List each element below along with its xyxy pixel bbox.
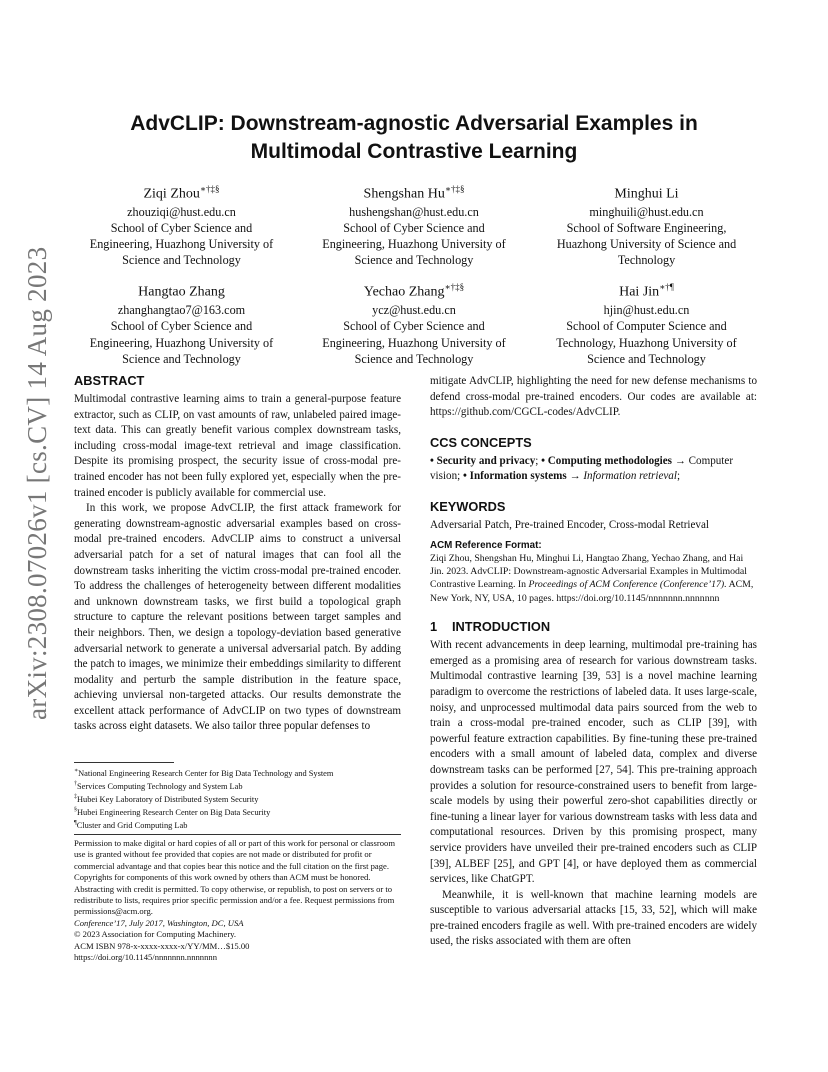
author-card [74,180,289,268]
isbn-line: ACM ISBN 978-x-xxxx-xxxx-x/YY/MM…$15.00 [74,940,250,951]
author-card [307,278,522,366]
author-affiliation: School of Cyber Science and [343,319,485,334]
footnote-rule [74,762,174,763]
ccs-separator: ; [535,454,542,467]
acm-reference [430,539,757,606]
footnote-mark: § [74,807,77,813]
copyright-line: © 2023 Association for Computing Machinery. [74,929,237,940]
acm-reference-heading: ACM Reference Format: [430,539,542,551]
ccs-subterm: Information retrieval [583,470,677,483]
author-name: Minghui Li [614,186,679,202]
footnote-mark: ‡ [74,794,77,800]
author-card [539,180,754,268]
footnote-text: Cluster and Grid Computing Lab [76,820,188,830]
introduction-heading [430,618,757,636]
conference-info: Conference’17, July 2017, Washington, DC, USA [74,917,244,928]
abstract-paragraph-2-continued: mitigate AdvCLIP, highlighting the need for new defense mechanisms to defend cross-modal pre-trained encoders. Our codes are available at: https://github.com/CGCL-codes/AdvCLIP. [430,375,757,419]
footnote-mark: ¶ [74,820,77,826]
author-email: zhanghangtao7@163.com [117,303,246,318]
author-affiliation: School of Software Engineering, [566,220,727,235]
introduction-paragraph-1: With recent advancements in deep learning, multimodal pre-training has emerged as a promising area of research for various downstream tasks. Multimodal contrastive learning [39, 53] is a novel machine learning paradigm to overcome the restrictions of labeled data. It uses large-scale, noisy, and unprocessed multimodal data pairs sourced from the web to train a cross-modal pre-trained encoder, such as CLIP [39], with powerful feature extraction capabilities. By fine-tuning these pre-trained encoders with a small amount of labeled data, complex and diverse downstream tasks can be performed [27, 54]. This pre-training approach provides a solution for resource-constrained users to benefit from large-scale models by using their powerful zero-shot capabilities directly or fine-tuning a linear layer for various downstream tasks with less data and computational resources. Driven by this promising prospect, many service providers have unveiled their pre-trained encoders such as CLIP [39], ALBEF [25], and GPT [4], or have deployed them as commercial services, like ChatGPT. [430,639,757,886]
author-affiliation: Science and Technology [122,351,241,366]
author-affiliation: Technology, Huazhong University of [556,335,737,350]
author-affiliation-marks: ∗†¶ [659,282,674,293]
acm-reference-body: Ziqi Zhou, Shengshan Hu, Minghui Li, Hangtao Zhang, Yechao Zhang, and Hai Jin. 2023. AdvCLIP: Downstream-agnostic Adversarial Examples in Multimodal Contrastive Learning. In Proceedings of ACM Conference (Conference’17). ACM, New York, NY, USA, 10 pages. https://doi.org/10.1145/nnnnnnn.nnnnnnn [430,552,754,604]
ccs-term: • Security and privacy [430,454,536,467]
ccs-separator: ; [676,470,681,483]
left-column [74,372,401,735]
author-email: zhouziqi@hust.edu.cn [127,204,236,219]
author-affiliation-marks: ∗†‡§ [199,184,220,194]
author-affiliation: Engineering, Huazhong University of [322,237,506,252]
footnote-text: Hubei Engineering Research Center on Big Data Security [77,807,271,817]
abstract-paragraph-2: In this work, we propose AdvCLIP, the first attack framework for generating downstream-agnostic adversarial examples based on cross-modal pre-trained encoders. AdvCLIP aims to construct a universal adversarial patch for a set of natural images that can fool all the downstream tasks inheriting the victim cross-modal pre-trained encoder. To address the challenges of heterogeneity between different modalities and unknown downstream tasks, we first build a topological graph structure to capture the relevant positions between target samples and their neighbors. Then, we design a topology-deviation based generative adversarial network to generate a universal adversarial patch. By adding the patch to images, we minimize their embeddings similarity to different modality and perturb the sample distribution in the feature space, achieving unviersal non-targeted attacks. Our results demonstrate the excellent attack performance of AdvCLIP on two types of downstream tasks across eight datasets. We also tailor three popular defenses to [74,502,401,733]
permission-rule [74,834,401,835]
footnote [74,779,401,792]
right-column [430,374,757,950]
author-affiliation: Science and Technology [354,351,474,366]
author-name: Hai Jin [619,285,660,301]
author-card [539,278,754,366]
author-block [74,180,754,367]
author-card [307,180,522,268]
author-name: Shengshan Hu [363,186,445,202]
ccs-concepts [430,454,757,485]
keywords-text: Adversarial Patch, Pre-trained Encoder, Cross-modal Retrieval [430,518,709,531]
author-name: Hangtao Zhang [138,285,225,301]
paper-title [74,110,754,166]
footnote [74,766,401,779]
author-affiliation: Science and Technology [587,351,706,366]
introduction-paragraph-2: Meanwhile, it is well-known that machine learning models are susceptible to various adversarial attacks [15, 33, 52], which will make pre-trained encoders fragile as well. With pre-trained encoders are widely used, the risks associated with them are often [430,888,757,948]
footnote [74,818,401,831]
author-affiliation: Technology [617,253,676,268]
footnote-text: National Engineering Research Center for Big Data Technology and System [78,768,334,778]
author-email: hushengshan@hust.edu.cn [349,204,479,219]
author-email: minghuili@hust.edu.cn [589,204,704,219]
author-affiliation: School of Cyber Science and [343,220,485,235]
abstract-paragraph-1: Multimodal contrastive learning aims to train a general-purpose feature extractor, such as CLIP, on vast amounts of raw, unlabeled paired image-text data. This can greatly benefit various complex downstream tasks, including cross-modal image-text retrieval and image classification. Despite its promising prospect, the security issue of cross-modal pre-trained encoder has not been fully explored yet, especially when the pre-trained encoder is publicly available for commercial use. [74,393,401,499]
ccs-subterm: → Computer vision; [430,454,734,483]
footnote [74,805,401,818]
title-line-1: AdvCLIP: Downstream-agnostic Adversarial Examples in [130,112,698,135]
author-name: Yechao Zhang [363,285,445,301]
author-email: hjin@hust.edu.cn [603,303,690,318]
author-email: ycz@hust.edu.cn [372,303,456,318]
title-line-2: Multimodal Contrastive Learning [250,140,578,163]
author-affiliation: Huazhong University of Science and [556,237,737,252]
ccs-separator: → [566,470,584,483]
author-row-2 [74,278,754,366]
footnote-mark: ∗ [74,768,79,774]
author-name: Ziqi Zhou [143,186,200,202]
author-affiliation: School of Cyber Science and [110,319,253,334]
footnote-mark: † [74,781,77,787]
author-affiliation: Engineering, Huazhong University of [89,237,274,252]
author-affiliation-marks: ∗†‡§ [444,282,465,293]
footnote-text: Services Computing Technology and System Lab [77,781,243,791]
ccs-term: • Computing methodologies [541,454,672,467]
permission-block [74,834,401,963]
section-number: 1 [430,619,438,635]
abstract-heading: ABSTRACT [74,373,145,388]
doi-line: https://doi.org/10.1145/nnnnnnn.nnnnnnn [74,952,217,963]
section-title: INTRODUCTION [452,619,551,635]
author-affiliation: Science and Technology [354,253,474,268]
author-card [74,278,289,366]
author-affiliation: School of Cyber Science and [110,220,253,235]
ccs-heading: CCS CONCEPTS [430,434,532,450]
permission-notice: Permission to make digital or hard copies of all or part of this work for personal or classroom use is granted without fee provided that copies are not made or distributed for profit or commercial advantage and that copies bear this notice and the full citation on the first page. Copyrights for components of this work owned by others than ACM must be honored. Abstracting with credit is permitted. To copy otherwise, or republish, to post on servers or to redistribute to lists, requires prior specific permission and/or a fee. Request permissions from permissions@acm.org. [74,838,395,917]
keywords-heading: KEYWORDS [430,498,506,514]
author-affiliation: Engineering, Huazhong University of [322,335,506,350]
author-affiliation-marks: ∗†‡§ [444,184,465,194]
affiliation-footnotes [74,762,401,831]
author-affiliation: School of Computer Science and [566,319,727,334]
arxiv-identifier: arXiv:2308.07026v1 [cs.CV] 14 Aug 2023 [22,246,52,720]
author-affiliation: Science and Technology [122,253,241,268]
ccs-term: • Information systems [462,470,567,483]
author-affiliation: Engineering, Huazhong University of [89,335,274,350]
footnote-text: Hubei Key Laboratory of Distributed System Security [77,794,259,804]
author-row-1 [74,180,754,268]
footnote [74,792,401,805]
